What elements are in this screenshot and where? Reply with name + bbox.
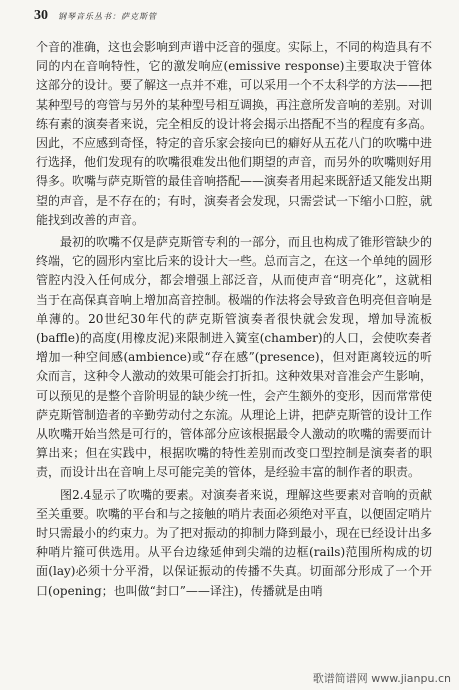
series-title: 钢琴音乐丛书：萨克斯管 [58, 12, 157, 21]
paragraph-3: 图2.4显示了吹嘴的要素。对演奏者来说，理解这些要素对音响的贡献至关重要。吹嘴的平台和与之接触的哨片表面必须绝对平直，以便固定哨片时只需最小的约束力。为了把对振动的抑制力降到最小，现在已经设计出多种哨片箍可供选用。从平台边缘延伸到尖端的边框(rails)范围所构成的切面(lay)必须十分平滑，以保证振动的传播不失真。切面部分形成了一个开口(opening；也叫做“封口”——译注)，传播就是由哨 [36, 487, 433, 598]
watermark: 歌谱简谱网 www.jianpu.cn [312, 672, 451, 685]
body-text [36, 38, 432, 604]
paragraph-1: 个音的准确，这也会影响到声谱中泛音的强度。实际上，不同的构造具有不同的内在音响特性，它的激发响应(emissive response)主要取决于管体这部分的设计。要了解这一点并不难，可以采用一个不太科学的方法——把某种型号的弯管与另外的某种型号相互调换，再注意所发音响的差别。对训练有素的演奏者来说，完全相反的设计将会揭示出搭配不当的程度有多高。因此，不应感到奇怪，特定的音乐家会接向已的癖好从五花八门的吹嘴中进行选择，他们发现有的吹嘴很难发出他们期望的声音，而另外的吹嘴则好用得多。吹嘴与萨克斯管的最佳音响搭配——演奏者用起来既舒适又能发出期望的声音，是不存在的；有时，演奏者会发现，只需尝试一下缩小口腔，就能找到改善的声音。 [36, 40, 433, 227]
page-header [34, 8, 434, 26]
page-number: 30 [34, 8, 48, 23]
paragraph-2: 最初的吹嘴不仅是萨克斯管专利的一部分，而且也构成了锥形管缺少的终端，它的圆形内室比后来的设计大一些。总而言之，在这一个单纯的圆形管腔内没入任何成分，都会增强上部泛音，从而使声音“明亮化”，这就相当于在高保真音响上增加高音控制。极端的作法将会导致音色明亮但音响是单薄的。20世纪30年代的萨克斯管演奏者很快就会发现，增加导流板(baffle)的高度(用橡皮泥)来限制进入簧室(chamber)的人口，会使吹奏者增加一种空间感(ambience)或“存在感”(presence)，但对距离较远的听众而言，这种令人激动的效果可能会打折扣。这种效果对音准会产生影响，可以预见的是整个音阶明显的缺少统一性，会产生额外的变形，因而常常使萨克斯管制造者的辛勤劳动付之东流。从理论上讲，把萨克斯管的设计工作从吹嘴开始当然是可行的，管体部分应该根据最令人激动的吹嘴的需要而计算出来；但在实践中，根据吹嘴的特性差别而改变口型控制是演奏者的职责，而设计出在音响上尽可能完美的管体，是经验丰富的制作者的职责。 [36, 235, 433, 480]
